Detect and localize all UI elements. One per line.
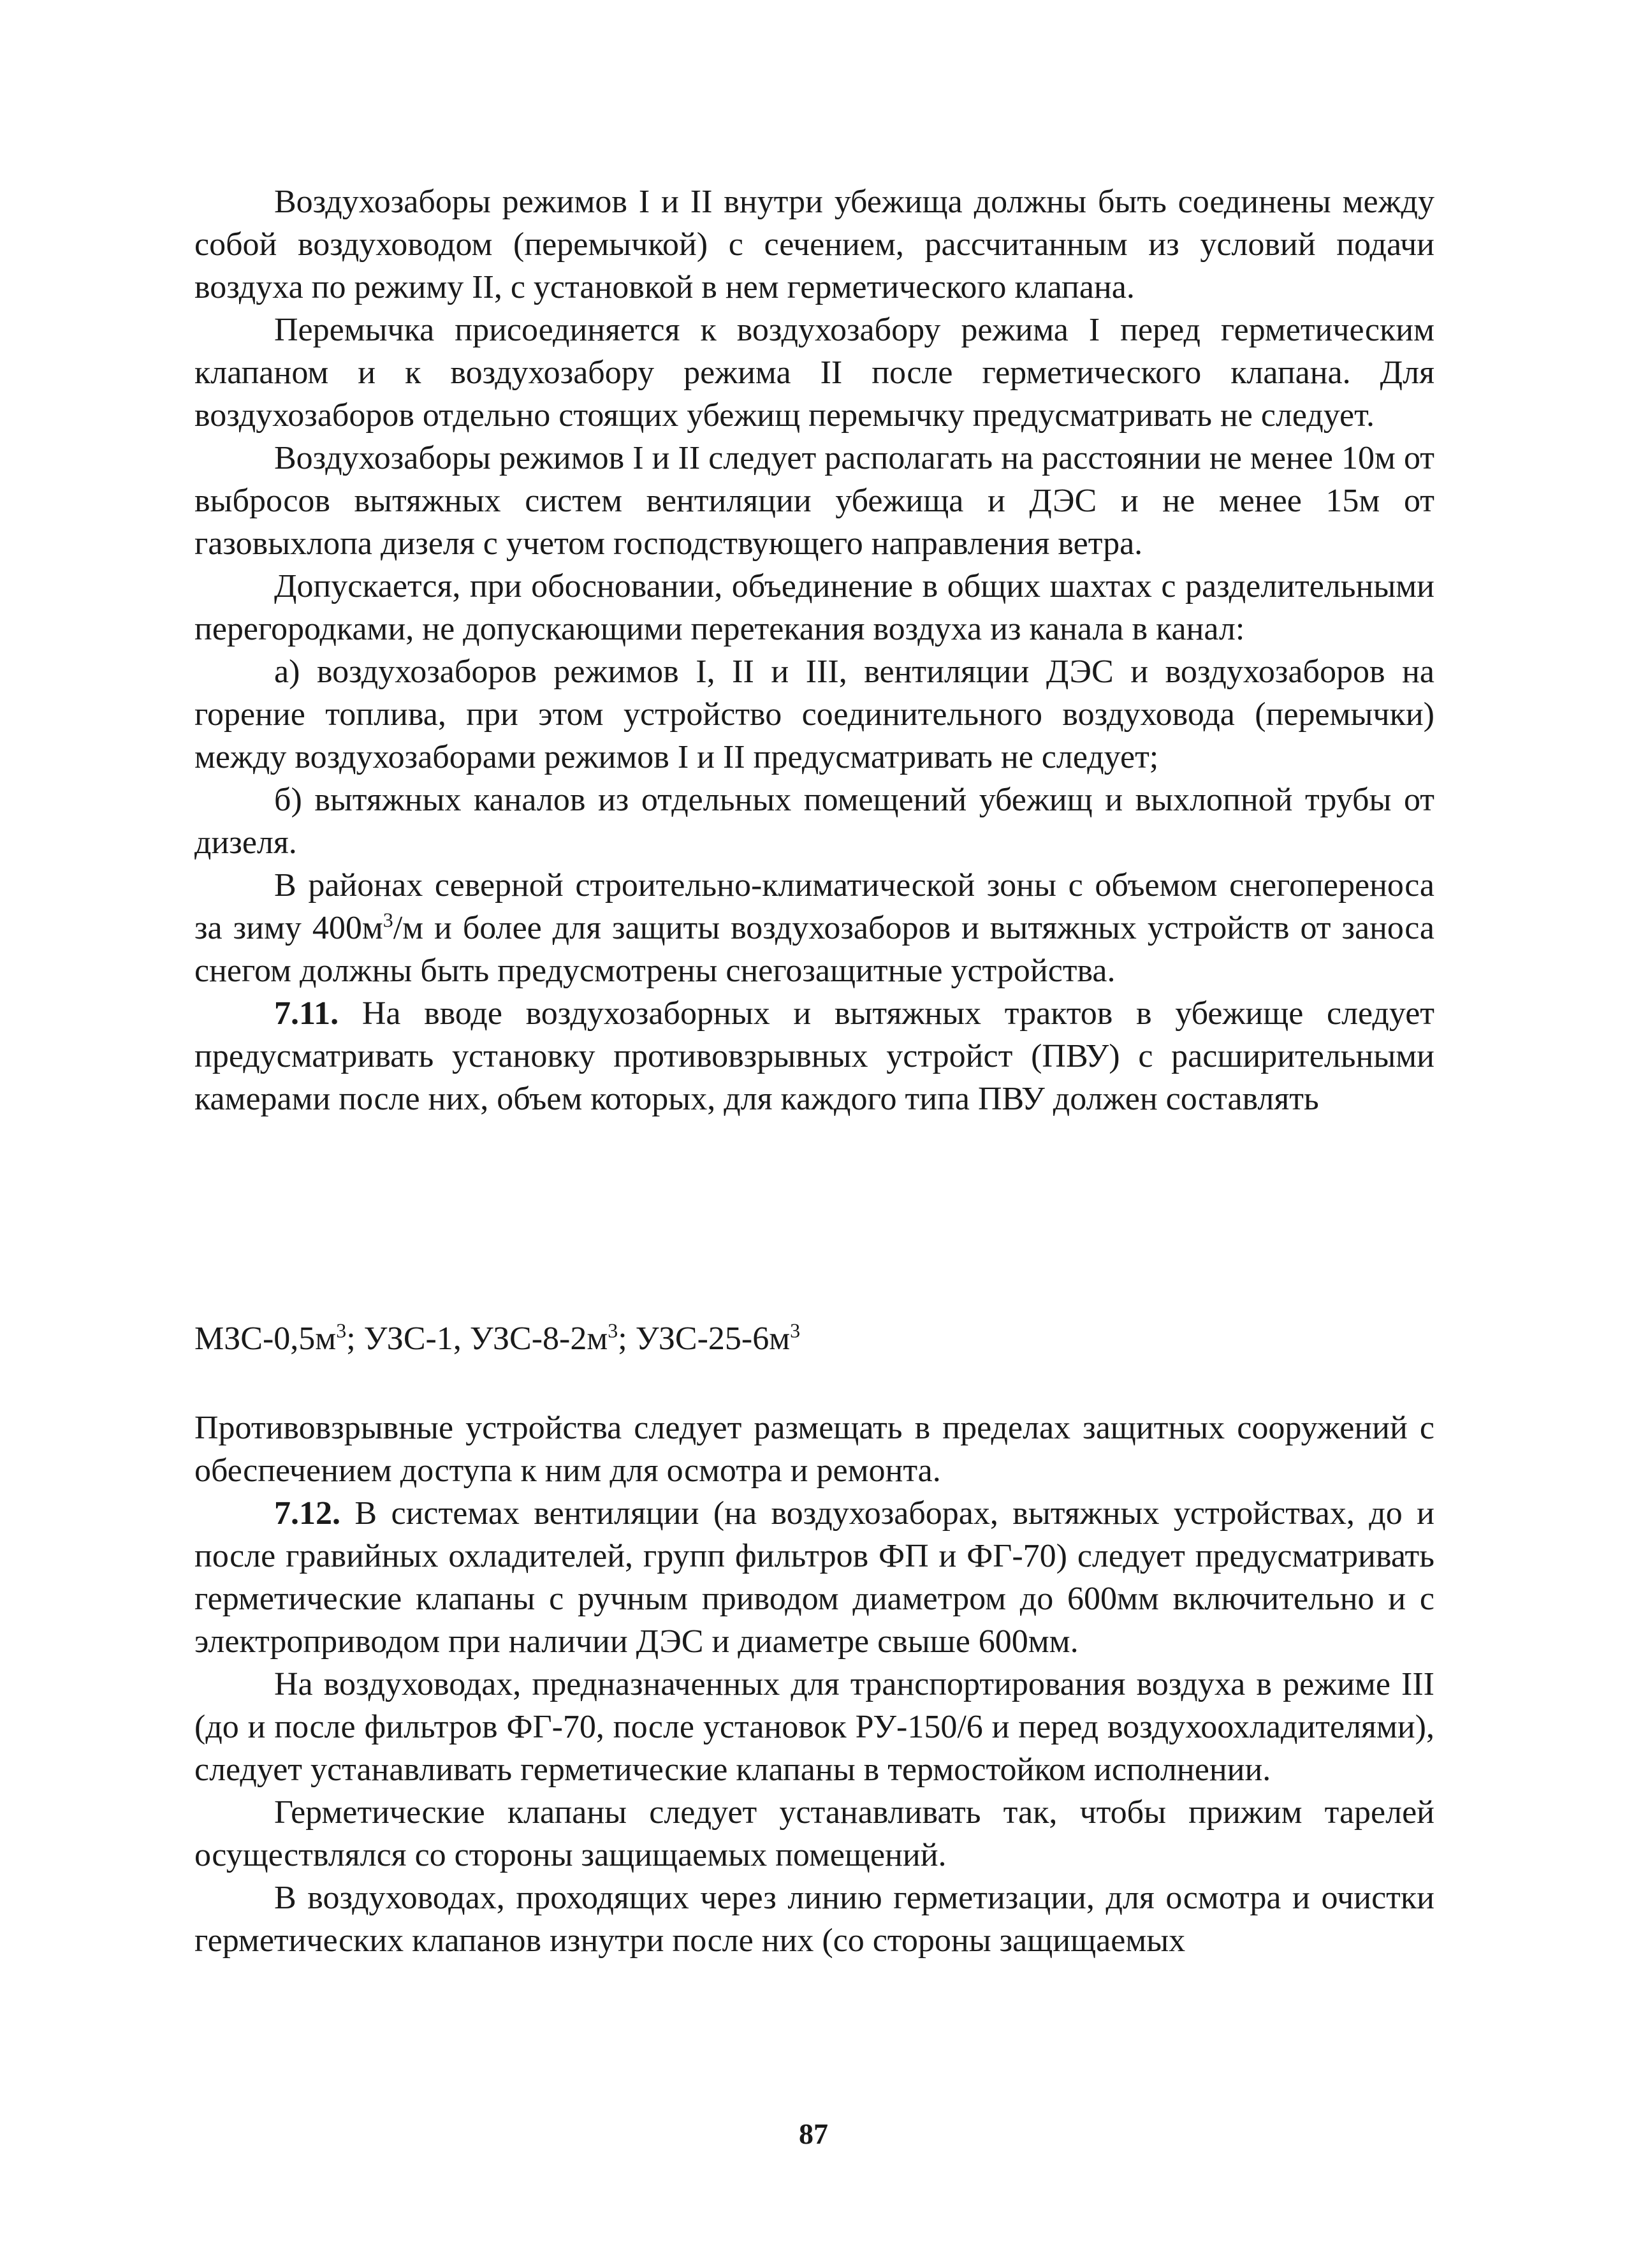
- paragraph-shared-shafts: Допускается, при обосновании, объединение в общих шахтах с разделительными перегородками, не допускающими перетекания воздуха из канала в канал:: [194, 568, 1434, 647]
- section-7-12-number: 7.12.: [274, 1495, 340, 1532]
- snow-text-sup: 3: [383, 908, 393, 932]
- text-block-top: [194, 180, 1434, 1120]
- paragraph-air-intake-distance: Воздухозаборы режимов I и II следует располагать на расстоянии не менее 10м от выбросов вытяжных систем вентиляции убежища и ДЭС и не менее 15м от газовыхлопа дизеля с учетом господствующего направления ветра.: [194, 440, 1434, 562]
- formula-line: [194, 1317, 1434, 1360]
- paragraph-jumper: Перемычка присоединяется к воздухозабору режима I перед герметическим клапаном и к воздухозабору режима II после герметического клапана. Для воздухозаборов отдельно стоящих убежищ перемычку предусматривать не следует.: [194, 312, 1434, 434]
- paragraph-valve-installation: Герметические клапаны следует устанавливать так, чтобы прижим тарелей осуществлялся со стороны защищаемых помещений.: [194, 1794, 1434, 1873]
- paragraph-air-intakes-connection: Воздухозаборы режимов I и II внутри убежища должны быть соединены между собой воздуховодом (перемычкой) с сечением, рассчитанным из условий подачи воздуха по режиму II, с установкой в нем герметического клапана.: [194, 184, 1434, 305]
- text-block-bottom: [194, 1407, 1434, 1962]
- paragraph-mode-iii-ducts: На воздуховодах, предназначенных для транспортирования воздуха в режиме III (до и после фильтров ФГ-70, после установок РУ-150/6 и перед воздухоохладителями), следует устанавливать герметические клапаны в термостойком исполнении.: [194, 1666, 1434, 1788]
- section-7-11-text: На вводе воздухозаборных и вытяжных трактов в убежище следует предусматривать установку противовзрывных устройст (ПВУ) с расширительными камерами после них, объем которых, для каждого типа ПВУ должен составлять: [194, 995, 1434, 1117]
- paragraph-sealing-line: В воздуховодах, проходящих через линию герметизации, для осмотра и очистки герметических клапанов изнутри после них (со стороны защищаемых: [194, 1880, 1434, 1959]
- list-item-b: б) вытяжных каналов из отдельных помещений убежищ и выхлопной трубы от дизеля.: [194, 782, 1434, 861]
- section-7-12-text: В системах вентиляции (на воздухозаборах, вытяжных устройствах, до и после гравийных охладителей, групп фильтров ФП и ФГ-70) следует предусматривать герметические клапаны с ручным приводом диаметром до 600мм включительно и с электроприводом при наличии ДЭС и диаметре свыше 600мм.: [194, 1495, 1434, 1660]
- section-7-12: [194, 1492, 1434, 1663]
- list-item-a: а) воздухозаборов режимов I, II и III, вентиляции ДЭС и воздухозаборов на горение топлива, при этом устройство соединительного воздуховода (перемычки) между воздухозаборами режимов I и II предусматривать не следует;: [194, 654, 1434, 775]
- formula-sup-1: 3: [336, 1319, 347, 1342]
- paragraph-snow-protection: [194, 864, 1434, 992]
- snow-text-after: /м и более для защиты воздухозаборов и вытяжных устройств от заноса снегом должны быть предусмотрены снегозащитные устройства.: [194, 910, 1434, 989]
- formula-part-1: МЗС-0,5м: [194, 1321, 337, 1357]
- section-7-11-number: 7.11.: [274, 995, 339, 1032]
- formula-sup-2: 3: [608, 1319, 618, 1342]
- paragraph-blast-devices: Противовзрывные устройства следует размещать в пределах защитных сооружений с обеспечением доступа к ним для осмотра и ремонта.: [194, 1410, 1434, 1489]
- page-number: 87: [799, 2118, 828, 2150]
- snow-text-before: В районах северной строительно-климатической зоны с объемом снегопереноса за зиму 400м: [194, 867, 1434, 946]
- section-7-11: [194, 992, 1434, 1120]
- formula-sup-3: 3: [790, 1319, 801, 1342]
- formula-part-3: ; УЗС-25-6м: [618, 1321, 791, 1357]
- formula-part-2: ; УЗС-1, УЗС-8-2м: [346, 1321, 608, 1357]
